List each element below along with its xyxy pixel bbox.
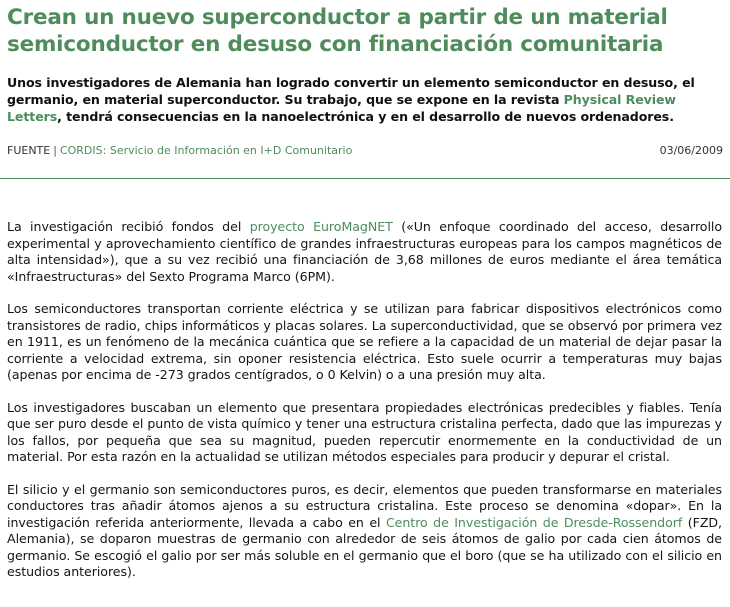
source-meta: [7, 145, 723, 157]
lead-text-after: , tendrá consecuencias en la nanoelectrónica y en el desarrollo de nuevos ordenadores.: [57, 109, 674, 124]
paragraph-1-before: La investigación recibió fondos del: [7, 219, 250, 234]
source-separator: |: [53, 144, 57, 157]
lead-text-before: Unos investigadores de Alemania han logrado convertir un elemento semiconductor en desuso, el germanio, en material superconductor. Su trabajo, que se expone en la revista: [7, 75, 695, 107]
article-title: Crean un nuevo superconductor a partir de un material semiconductor en desuso con financiación comunitaria: [7, 5, 668, 57]
header-divider: [0, 178, 730, 179]
source-link[interactable]: CORDIS: Servicio de Información en I+D Comunitario: [59, 144, 353, 157]
paragraph-doping: [7, 482, 722, 581]
article-lead: [7, 74, 724, 125]
publication-date: 03/06/2009: [659, 144, 723, 157]
paragraph-funding: [7, 219, 722, 285]
article-body: [7, 219, 722, 597]
paragraph-researchers: Los investigadores buscaban un elemento que presentara propiedades electrónicas predecibles y fiables. Tenía que ser puro desde el punto de vista químico y tener una estructura cristalina perfecta, dado que las impurezas y los fallos, por pequeña que sea su magnitud, pueden repercutir enormemente en la conductividad de un material. Por esta razón en la actualidad se utilizan métodos especiales para producir y depurar el cristal.: [7, 399, 722, 464]
euromagnet-link[interactable]: proyecto EuroMagNET: [249, 219, 393, 234]
paragraph-semiconductors: Los semiconductores transportan corriente eléctrica y se utilizan para fabricar dispositivos electrónicos como transistores de radio, chips informáticos y placas solares. La superconductividad, que se observó por primera vez en 1911, es un fenómeno de la mecánica cuántica que se refiere a la capacidad de un material de dejar pasar la corriente a velocidad extrema, sin oponer resistencia eléctrica. Esto suele ocurrir a temperaturas muy bajas (apenas por encima de -273 grados centígrados, o 0 Kelvin) o a una presión muy alta.: [7, 301, 722, 382]
fzd-link[interactable]: Centro de Investigación de Dresde-Rossendorf: [385, 514, 683, 530]
source-label: FUENTE: [7, 144, 51, 157]
paragraph-1-after: («Un enfoque coordinado del acceso, desarrollo experimental y aprovechamiento científico de grandes infraestructuras europeas para los campos magnéticos de alta intensidad»), que a su vez recibió una financiación de 3,68 millones de euros mediante el área temática «Infraestructuras» del Sexto Programa Marco (6PM).: [7, 219, 722, 284]
paragraph-4-after: (FZD, Alemania), se doparon muestras de germanio con alrededor de seis átomos de galio por cada cien átomos de germanio. Se escogió el galio por ser más soluble en el germanio que el boro (que se ha utilizado con el silicio en estudios anteriores).: [7, 514, 722, 579]
paragraph-4-before: El silicio y el germanio son semiconductores puros, es decir, elementos que pueden transformarse en materiales conductores tras añadir átomos ajenos a su estructura cristalina. Este proceso se denomina «dopar». En la investigación referida anteriormente, llevada a cabo en el: [7, 481, 722, 530]
journal-link[interactable]: Physical Review Letters: [7, 92, 676, 124]
